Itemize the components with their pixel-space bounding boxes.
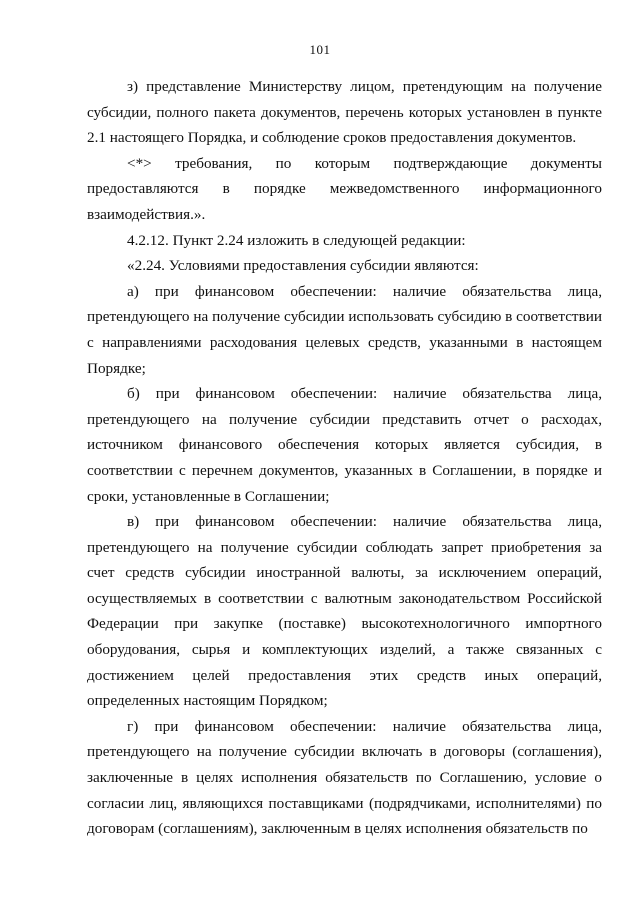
paragraph-amendment-4-2-12: 4.2.12. Пункт 2.24 изложить в следующей редакции: xyxy=(127,231,466,249)
paragraph-item-a: а) при финансовом обеспечении: наличие обязательства лица, претендующего на получение субсидии использовать субсидию в соответствии с направлениями расходования целевых средств, указанными в настоящем Порядке; xyxy=(87,282,602,377)
paragraph-item-g: г) при финансовом обеспечении: наличие обязательства лица, претендующего на получение субсидии включать в договоры (соглашения), заключенные в целях исполнения обязательств по Соглашению, условие о согласии лиц, являющихся поставщиками (подрядчиками, исполнителями) по договорам (соглашениям), заключенным в целях исполнения обязательств по xyxy=(87,717,602,838)
paragraph-item-b: б) при финансовом обеспечении: наличие обязательства лица, претендующего на получение субсидии представить отчет о расходах, источником финансового обеспечения которых является субсидия, в соответствии с перечнем документов, указанных в Соглашении, в порядке и сроки, установленные в Соглашении; xyxy=(87,385,602,505)
page-number: 101 xyxy=(309,42,331,57)
paragraph-clause-2-24: «2.24. Условиями предоставления субсидии являются: xyxy=(127,257,479,275)
document-body xyxy=(87,74,602,842)
paragraph-footnote: <*> требования, по которым подтверждающие документы предоставляются в порядке межведомственного информационного взаимодействия.». xyxy=(87,154,602,223)
paragraph-item-z: з) представление Министерству лицом, претендующим на получение субсидии, полного пакета документов, перечень которых установлен в пункте 2.1 настоящего Порядка, и соблюдение сроков предоставления документов. xyxy=(87,78,602,147)
paragraph-item-v: в) при финансовом обеспечении: наличие обязательства лица, претендующего на получение субсидии соблюдать запрет приобретения за счет средств субсидии иностранной валюты, за исключением операций, осуществляемых в соответствии с валютным законодательством Российской Федерации при закупке (поставке) высокотехнологичного импортного оборудования, сырья и комплектующих изделий, а также связанных с достижением целей предоставления этих средств иных операций, определенных настоящим Порядком; xyxy=(87,513,602,710)
